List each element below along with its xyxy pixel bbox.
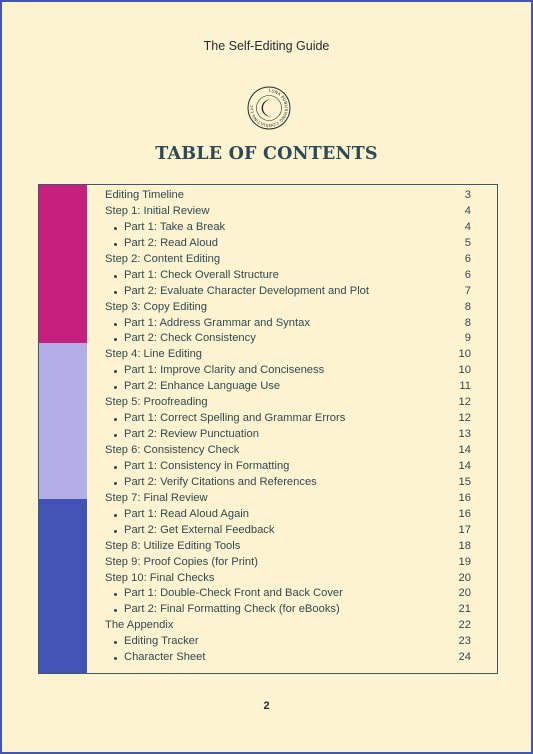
toc-entry-page: 11	[459, 380, 471, 393]
toc-entry-label: Part 1: Correct Spelling and Grammar Errors	[124, 412, 346, 425]
toc-entry-page: 15	[458, 475, 471, 488]
page-number: 2	[263, 700, 270, 712]
toc-entry-label: Step 5: Proofreading	[105, 396, 208, 409]
toc-entry[interactable]	[105, 618, 471, 634]
toc-box	[38, 184, 498, 674]
toc-subentry[interactable]	[105, 523, 471, 539]
toc-subentry[interactable]	[105, 284, 471, 300]
toc-entry[interactable]	[105, 491, 471, 507]
toc-subentry[interactable]	[105, 602, 471, 618]
toc-entry[interactable]	[105, 252, 471, 268]
toc-entry-page: 6	[464, 268, 471, 281]
toc-entry-label: Part 1: Take a Break	[124, 220, 226, 233]
toc-entry-label: Part 2: Final Formatting Check (for eBooks)	[124, 603, 340, 616]
toc-entry-label: Part 1: Double-Check Front and Back Cover	[124, 587, 343, 600]
toc-entry-page: 6	[464, 252, 471, 265]
toc-entry-page: 20	[458, 571, 471, 584]
toc-entry[interactable]	[105, 395, 471, 411]
toc-entry-label: Part 2: Review Punctuation	[124, 428, 259, 441]
accent-band-lavender	[39, 343, 87, 499]
toc-entry-label: Part 2: Evaluate Character Development and Plot	[124, 284, 370, 297]
toc-subentry[interactable]	[105, 316, 471, 332]
toc-entry-label: Step 10: Final Checks	[105, 571, 215, 584]
toc-subentry[interactable]	[105, 475, 471, 491]
svg-text:LUNA PUBLISHING CONSULTING LLC	[249, 88, 289, 128]
toc-entry[interactable]	[105, 347, 471, 363]
toc-subentry[interactable]	[105, 427, 471, 443]
toc-entry-page: 8	[464, 316, 471, 329]
toc-entry-label: Editing Tracker	[124, 635, 199, 648]
toc-entry-page: 9	[464, 332, 471, 345]
toc-entry-page: 7	[464, 284, 471, 297]
toc-subentry[interactable]	[105, 379, 471, 395]
toc-entry-page: 17	[458, 523, 471, 536]
toc-entry-page: 4	[464, 220, 471, 233]
toc-entry-label: Step 1: Initial Review	[105, 204, 210, 217]
toc-entry[interactable]	[105, 539, 471, 555]
toc-entry-page: 20	[458, 587, 471, 600]
toc-entry-label: Step 6: Consistency Check	[105, 444, 240, 456]
toc-entry-label: Part 2: Check Consistency	[124, 332, 256, 345]
toc-entry-page: 4	[464, 204, 471, 217]
toc-entry-page: 14	[458, 444, 471, 456]
toc-subentry[interactable]	[105, 411, 471, 427]
logo-text: LUNA PUBLISHING CONSULTING LLC	[248, 87, 290, 129]
toc-entry-page: 24	[458, 651, 471, 664]
toc-entry[interactable]	[105, 555, 471, 571]
toc-entry[interactable]	[105, 443, 471, 459]
toc-entry-label: Step 3: Copy Editing	[105, 300, 207, 313]
toc-entry-page: 16	[458, 491, 471, 504]
toc-entry-page: 5	[464, 236, 471, 249]
toc-entry-label: Part 1: Check Overall Structure	[124, 268, 279, 281]
toc-list	[105, 188, 471, 666]
toc-entry-label: Part 2: Read Aloud	[124, 236, 218, 249]
toc-entry-page: 13	[458, 428, 471, 441]
toc-subentry[interactable]	[105, 586, 471, 602]
accent-band-magenta	[39, 185, 87, 343]
crescent-moon-icon	[247, 86, 291, 130]
toc-subentry[interactable]	[105, 220, 471, 236]
document-title: The Self-Editing Guide	[203, 39, 330, 53]
toc-entry-page: 12	[458, 412, 471, 425]
toc-entry-label: Part 1: Read Aloud Again	[124, 507, 250, 520]
toc-entry[interactable]	[105, 204, 471, 220]
toc-subentry[interactable]	[105, 236, 471, 252]
toc-entry-label: Character Sheet	[124, 651, 206, 664]
toc-entry-page: 12	[458, 396, 471, 409]
toc-entry[interactable]	[105, 300, 471, 316]
toc-entry[interactable]	[105, 571, 471, 587]
toc-entry-page: 21	[458, 603, 471, 616]
toc-entry-label: The Appendix	[105, 619, 174, 632]
toc-subentry[interactable]	[105, 459, 471, 475]
toc-entry-label: Editing Timeline	[105, 189, 184, 201]
toc-entry-page: 18	[458, 539, 471, 552]
toc-entry-page: 19	[458, 555, 471, 568]
toc-entry-label: Part 2: Verify Citations and References	[124, 475, 317, 488]
toc-entry-label: Step 9: Proof Copies (for Print)	[105, 555, 258, 568]
toc-entry-page: 3	[464, 189, 471, 201]
accent-band-blue	[39, 499, 87, 673]
toc-subentry[interactable]	[105, 268, 471, 284]
toc-entry-page: 14	[458, 459, 471, 472]
toc-heading: TABLE OF CONTENTS	[155, 144, 378, 164]
toc-subentry[interactable]	[105, 507, 471, 523]
toc-entry-label: Part 1: Consistency in Formatting	[124, 459, 290, 472]
toc-entry-label: Part 2: Get External Feedback	[124, 523, 275, 536]
toc-subentry[interactable]	[105, 363, 471, 379]
toc-entry[interactable]	[105, 188, 471, 204]
toc-entry-page: 16	[458, 507, 471, 520]
toc-entry-page: 10	[458, 364, 471, 377]
toc-entry-label: Part 2: Enhance Language Use	[124, 380, 281, 393]
toc-entry-label: Step 8: Utilize Editing Tools	[105, 539, 241, 552]
toc-entry-label: Part 1: Improve Clarity and Conciseness	[124, 364, 325, 377]
toc-subentry[interactable]	[105, 331, 471, 347]
toc-entry-page: 10	[458, 348, 471, 361]
toc-entry-label: Step 7: Final Review	[105, 491, 208, 504]
toc-subentry[interactable]	[105, 650, 471, 666]
toc-entry-label: Step 4: Line Editing	[105, 348, 203, 361]
toc-entry-page: 22	[458, 619, 471, 632]
toc-entry-label: Step 2: Content Editing	[105, 252, 221, 265]
toc-entry-label: Part 1: Address Grammar and Syntax	[124, 316, 310, 329]
toc-entry-page: 8	[464, 300, 471, 313]
toc-subentry[interactable]	[105, 634, 471, 650]
toc-entry-page: 23	[458, 635, 471, 648]
